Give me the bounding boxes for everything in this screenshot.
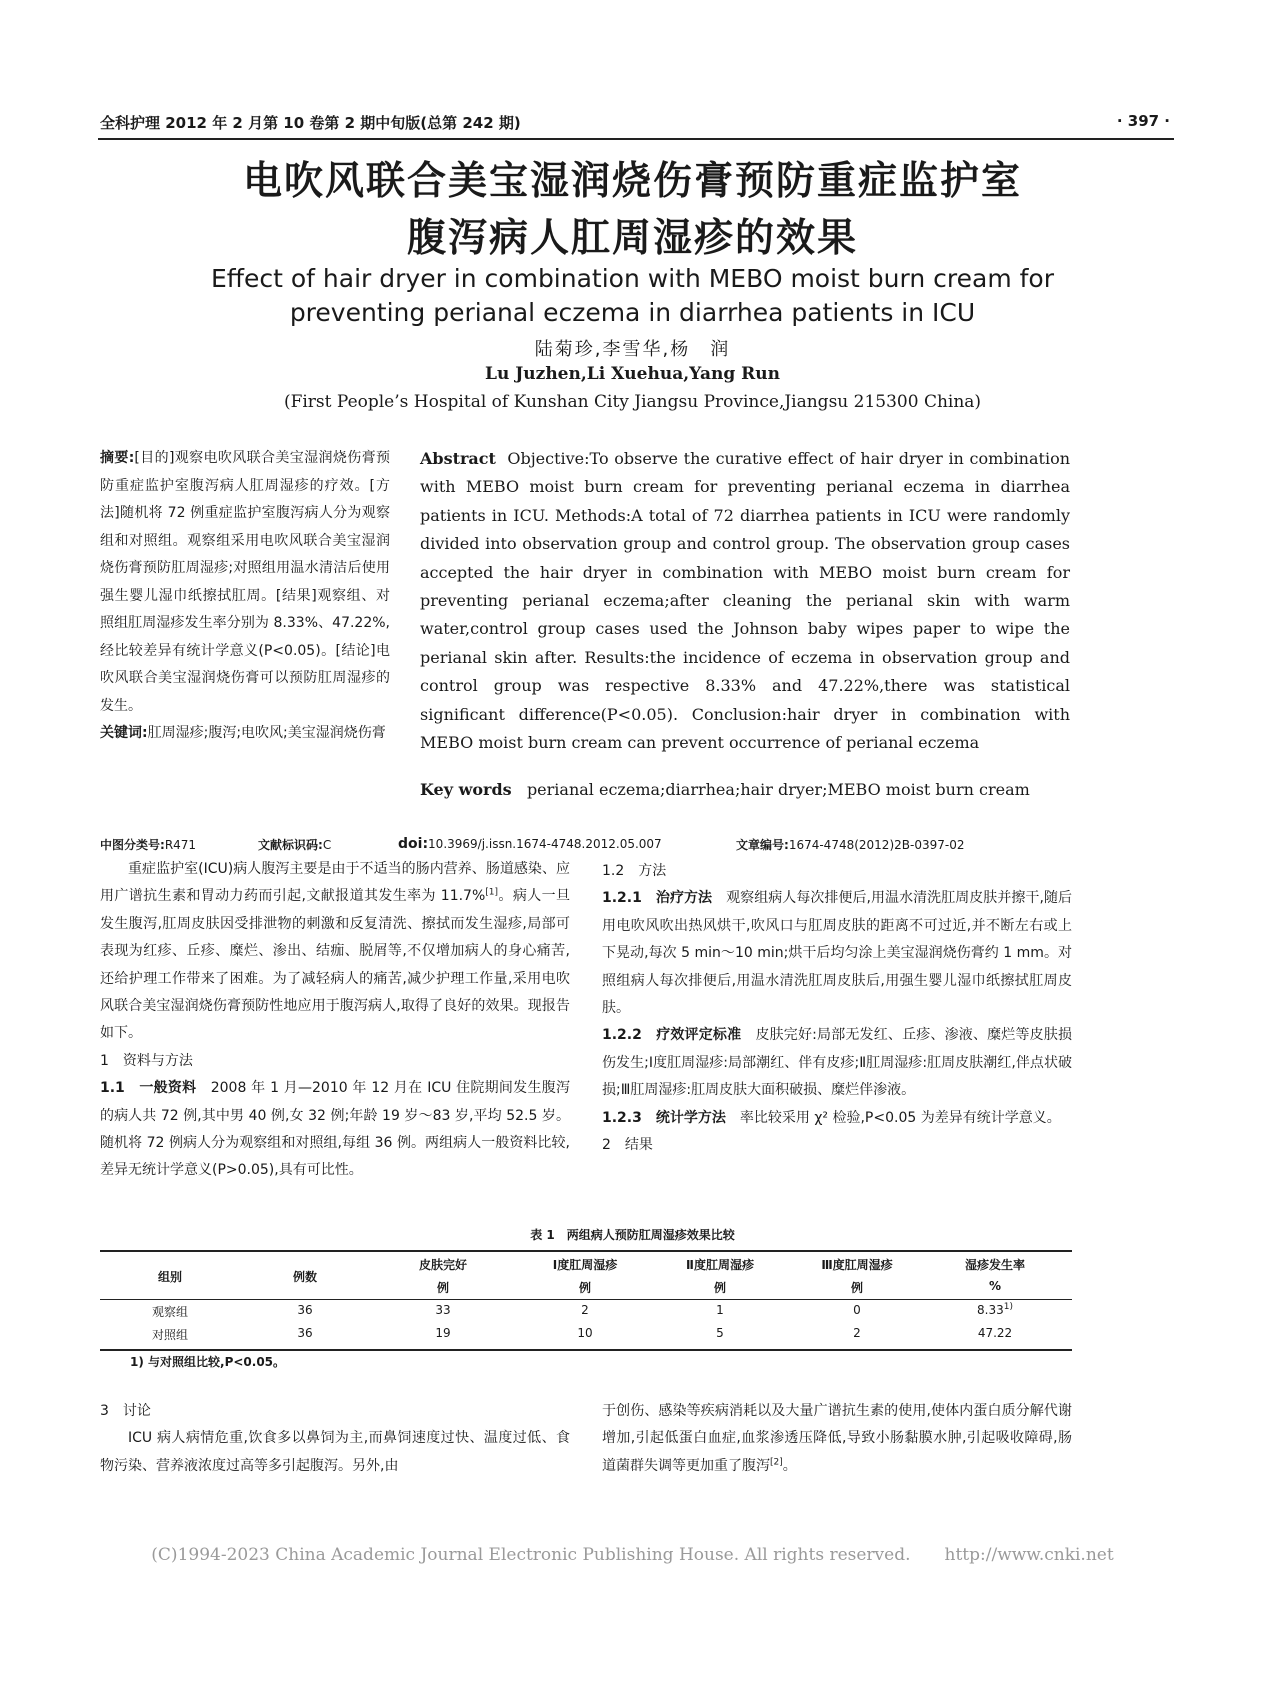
english-abstract-label: Abstract: [420, 449, 496, 468]
english-authors: Lu Juzhen,Li Xuehua,Yang Run: [485, 364, 780, 384]
discussion-right-column: [602, 1398, 1072, 1480]
header-rule: [98, 138, 1174, 140]
body-left-column: [100, 856, 570, 1185]
table-header-intact-unit: 例: [436, 1281, 449, 1295]
english-keywords-text: perianal eczema;diarrhea;hair dryer;MEBO moist burn cream: [526, 780, 1030, 799]
doi: [398, 836, 662, 852]
section-1-2-3-text: 率比较采用 χ² 检验,P<0.05 为差异有统计学意义。: [725, 1109, 1061, 1126]
chinese-authors: 陆菊珍,李雪华,杨 润: [534, 339, 731, 360]
table-cell-intact: 19: [435, 1326, 451, 1340]
table-header-degree-1-unit: 例: [578, 1281, 591, 1295]
section-3-heading: 3 讨论: [100, 1403, 151, 1419]
table-header-cases: 例数: [292, 1270, 317, 1284]
chinese-title-line-2: 腹泻病人肛周湿疹的效果: [406, 216, 858, 261]
table-cell-intact: 33: [435, 1303, 451, 1317]
english-keywords-label: Key words: [420, 780, 512, 799]
english-abstract-text: Objective:To observe the curative effect of hair dryer in combination with MEBO moist burn cream for preventing perianal eczema in diarrhea patients in ICU. Methods:A total of 72 diarrhea patients in ICU were randomly divided into observation group and control group. The observation group cases accepted the hair dryer in combination with MEBO moist burn cream for preventing perianal eczema;after cleaning the perianal skin with warm water,control group cases used the Johnson baby wipes paper to wipe the perianal skin after. Results:the incidence of eczema in observation group and control group was respective 8.33% and 47.22%,there was statistical significant difference(P<0.05). Conclusion:hair dryer in combination with MEBO moist burn cream can prevent occurrence of perianal eczema: [420, 449, 1071, 753]
running-header: [100, 112, 1170, 136]
section-1-2-1: [602, 885, 1072, 1022]
doc-label: 文献标识码:: [258, 838, 323, 852]
table-header-rate-unit: %: [988, 1279, 1002, 1293]
section-1-2-2-text: 皮肤完好:局部无发红、丘疹、渗液、糜烂等皮肤损伤发生;Ⅰ度肛周湿疹:局部潮红、伴有皮疹;Ⅱ肛周湿疹:肛周皮肤潮红,伴点状破损;Ⅲ肛周湿疹:肛周皮肤大面积破损、糜烂伴渗液。: [602, 1027, 1072, 1099]
chinese-abstract-text: [目的]观察电吹风联合美宝湿润烧伤膏预防重症监护室腹泻病人肛周湿疹的疗效。[方法]随机将 72 例重症监护室腹泻病人分为观察组和对照组。观察组采用电吹风联合美宝湿润烧伤膏预防肛周湿疹;对照组用温水清洁后使用强生婴儿湿巾纸擦拭肛周。[结果]观察组、对照组肛周湿疹发生率分别为 8.33%、47.22%,经比较差异有统计学意义(P<0.05)。[结论]电吹风联合美宝湿润烧伤膏可以预防肛周湿疹的发生。: [100, 450, 390, 714]
copyright-footer: (C)1994-2023 China Academic Journal Electronic Publishing House. All rights reserved. http://www.cnki.net: [151, 1545, 1114, 1565]
table-cell-group: 对照组: [151, 1328, 188, 1342]
table-header-degree-2: Ⅱ度肛周湿疹: [686, 1258, 754, 1272]
chinese-abstract: [100, 445, 390, 748]
article-value: 1674-4748(2012)2B-0397-02: [788, 838, 965, 852]
table-header-degree-3-unit: 例: [850, 1281, 863, 1295]
page-number: · 397 ·: [1116, 112, 1170, 130]
table-cell-degree-1: 2: [581, 1303, 589, 1317]
table-header-rate: 湿疹发生率: [964, 1258, 1025, 1272]
keywords-label: 关键词:: [100, 725, 148, 741]
section-1-2-1-heading: 1.2.1 治疗方法: [602, 890, 713, 907]
table-cell-degree-3: 2: [853, 1326, 861, 1340]
english-title-line-2: preventing perianal eczema in diarrhea patients in ICU: [289, 298, 976, 327]
table-top-rule: [100, 1250, 1072, 1252]
table-cell-degree-3: 0: [853, 1303, 861, 1317]
table-cell-cases: 36: [297, 1326, 313, 1340]
discussion-text: 于创伤、感染等疾病消耗以及大量广谱抗生素的使用,使体内蛋白质分解代谢增加,引起低蛋白血症,血浆渗透压降低,导致小肠黏膜水肿,引起吸收障碍,肠道菌群失调等更加重了腹泻: [602, 1403, 1072, 1474]
table-cell-group: 观察组: [151, 1305, 188, 1319]
section-1-1-text: 2008 年 1 月—2010 年 12 月在 ICU 住院期间发生腹泻的病人共 72 例,其中男 40 例,女 32 例;年龄 19 岁～83 岁,平均 52.5 岁。随机将 72 例病人分为观察组和对照组,每组 36 例。两组病人一般资料比较,差异无统计学意义(P>0.05),具有可比性。: [100, 1080, 570, 1179]
table-cell-rate: [935, 1303, 1055, 1317]
clc-number: [100, 836, 196, 853]
discussion-left-column: [100, 1398, 570, 1480]
table-header-group: 组别: [157, 1270, 182, 1284]
rate-footnote-mark: 1): [1003, 1302, 1013, 1312]
english-title-line-1: Effect of hair dryer in combination with MEBO moist burn cream for: [210, 264, 1055, 293]
table-header-rule: [100, 1299, 1072, 1300]
table-header-degree-1: Ⅰ度肛周湿疹: [552, 1258, 618, 1272]
section-2-heading: 2 结果: [602, 1137, 653, 1154]
journal-citation: 全科护理 2012 年 2 月第 10 卷第 2 期中旬版(总第 242 期): [100, 114, 521, 132]
intro-text-2: 。病人一旦发生腹泻,肛周皮肤因受排泄物的刺激和反复清洗、擦拭而发生湿疹,局部可表现为红疹、丘疹、糜烂、渗出、结痂、脱屑等,不仅增加病人的身心痛苦,还给护理工作带来了困难。为了减轻病人的痛苦,减少护理工作量,采用电吹风联合美宝湿润烧伤膏预防性地应用于腹泻病人,取得了良好的效果。现报告如下。: [100, 888, 571, 1042]
affiliation: (First People’s Hospital of Kunshan City Jiangsu Province,Jiangsu 215300 China): [283, 392, 982, 412]
table-header-intact: 皮肤完好: [418, 1258, 467, 1272]
table-header-degree-2-unit: 例: [713, 1281, 726, 1295]
clc-label: 中图分类号:: [100, 838, 165, 852]
keywords-text: 肛周湿疹;腹泻;电吹风;美宝湿润烧伤膏: [147, 725, 386, 741]
classification-line: [100, 836, 1180, 858]
table-cell-degree-2: 1: [716, 1303, 724, 1317]
table-footnote: 1) 与对照组比较,P<0.05。: [130, 1355, 286, 1369]
english-abstract: [420, 445, 1070, 757]
table-caption: 表 1 两组病人预防肛周湿疹效果比较: [530, 1228, 735, 1242]
intro-text: 重症监护室(ICU)病人腹泻主要是由于不适当的肠内营养、肠道感染、应用广谱抗生素和胃动力药而引起,文献报道其发生率为 11.7%: [100, 861, 570, 905]
section-1-2-2-heading: 1.2.2 疗效评定标准: [602, 1027, 742, 1044]
table-bottom-rule: [100, 1349, 1072, 1351]
chinese-title-line-1: 电吹风联合美宝湿润烧伤膏预防重症监护室: [242, 159, 1022, 204]
article-label: 文章编号:: [736, 838, 789, 852]
table-cell-rate: 47.22: [977, 1326, 1013, 1340]
table-cell-cases: 36: [297, 1303, 313, 1317]
discussion-end: 。: [782, 1457, 797, 1474]
abstract-label: 摘要:: [100, 450, 135, 466]
section-1-2-2: [602, 1022, 1072, 1104]
doi-value: 10.3969/j.issn.1674-4748.2012.05.007: [428, 837, 662, 851]
section-1-heading: 1 资料与方法: [100, 1052, 193, 1069]
section-1-1-heading: 1.1 一般资料: [100, 1080, 197, 1097]
citation-ref: [1]: [485, 887, 499, 898]
article-number: [736, 836, 964, 853]
section-1-1: [100, 1075, 570, 1185]
table-cell-degree-1: 10: [577, 1326, 593, 1340]
clc-value: R471: [164, 838, 197, 852]
chinese-abstract-body: [100, 445, 390, 720]
section-1-2-3: [602, 1105, 1072, 1132]
section-1-2-3-heading: 1.2.3 统计学方法: [602, 1109, 726, 1126]
section-1-2-1-text: 观察组病人每次排便后,用温水清洗肛周皮肤并擦干,随后用电吹风吹出热风烘干,吹风口与肛周皮肤的距离不可过近,并不断左右或上下晃动,每次 5 min～10 min;烘干后均匀涂上美宝湿润烧伤膏约 1 mm。对照组病人每次排便后,用温水清洗肛周皮肤后,用强生婴儿湿巾纸擦拭肛周皮肤。: [602, 890, 1072, 1017]
discussion-continued: [602, 1398, 1072, 1480]
table-header-degree-3: Ⅲ度肛周湿疹: [821, 1258, 893, 1272]
citation-ref: [2]: [770, 1457, 783, 1468]
chinese-keywords: [100, 720, 390, 748]
section-1-2-heading: 1.2 方法: [602, 863, 667, 879]
english-keywords: [420, 780, 1080, 799]
document-code: [258, 836, 331, 853]
doi-label: doi:: [398, 836, 429, 852]
doc-value: C: [322, 838, 332, 852]
table-cell-degree-2: 5: [716, 1326, 724, 1340]
rate-value: 8.33: [977, 1303, 1004, 1317]
discussion-paragraph: ICU 病人病情危重,饮食多以鼻饲为主,而鼻饲速度过快、温度过低、食物污染、营养液浓度过高等多引起腹泻。另外,由: [100, 1430, 570, 1474]
intro-paragraph: [100, 856, 570, 1048]
body-right-column: [602, 858, 1072, 1159]
